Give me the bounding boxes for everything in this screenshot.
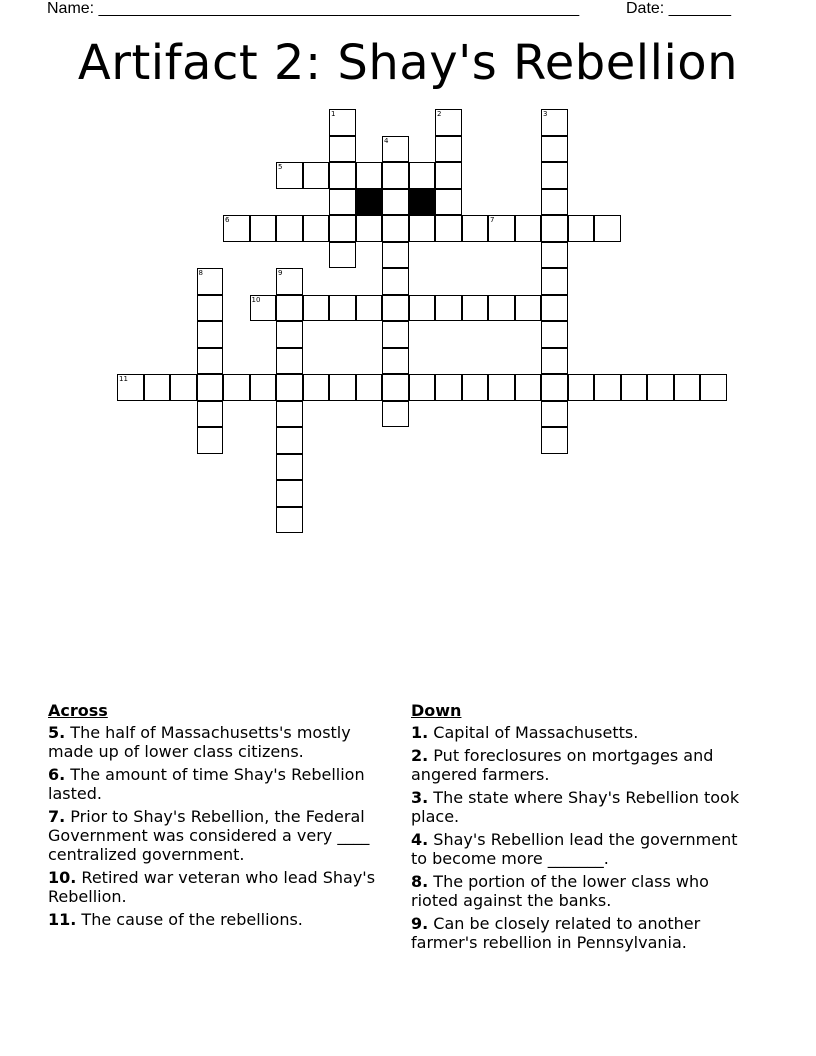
crossword-cell[interactable]	[276, 454, 303, 481]
crossword-cell[interactable]	[435, 162, 462, 189]
crossword-cell[interactable]	[409, 215, 436, 242]
crossword-cell[interactable]	[382, 162, 409, 189]
crossword-cell[interactable]	[541, 242, 568, 269]
clue-text: The cause of the rebellions.	[76, 910, 303, 929]
crossword-cell[interactable]	[197, 401, 224, 428]
crossword-cell[interactable]	[435, 295, 462, 322]
crossword-cell[interactable]	[276, 321, 303, 348]
crossword-cell[interactable]	[568, 215, 595, 242]
crossword-cell[interactable]	[382, 295, 409, 322]
cell-number: 1	[331, 110, 336, 118]
page-title: Artifact 2: Shay's Rebellion	[77, 35, 739, 91]
crossword-cell[interactable]	[462, 374, 489, 401]
crossword-cell[interactable]	[356, 215, 383, 242]
crossword-cell[interactable]	[276, 162, 303, 189]
across-heading: Across	[48, 701, 108, 720]
cell-number: 11	[119, 375, 128, 383]
clue-number: 1.	[411, 723, 429, 742]
crossword-cell[interactable]	[276, 401, 303, 428]
crossword-cell[interactable]	[488, 295, 515, 322]
crossword-cell[interactable]	[303, 215, 330, 242]
clue-number: 11.	[48, 910, 77, 929]
crossword-cell[interactable]	[594, 215, 621, 242]
date-field[interactable]: Date: _______	[626, 0, 731, 17]
crossword-cell[interactable]	[329, 136, 356, 163]
crossword-cell[interactable]	[541, 162, 568, 189]
crossword-cell[interactable]	[382, 401, 409, 428]
crossword-cell[interactable]	[329, 374, 356, 401]
cell-number: 6	[225, 216, 230, 224]
crossword-cell[interactable]	[144, 374, 171, 401]
crossword-cell[interactable]	[541, 295, 568, 322]
clue-down-3	[411, 788, 746, 826]
clue-number: 10.	[48, 868, 77, 887]
crossword-cell[interactable]	[197, 427, 224, 454]
cell-number: 2	[437, 110, 442, 118]
clue-down-9	[411, 914, 746, 952]
crossword-cell[interactable]	[250, 215, 277, 242]
cell-number: 7	[490, 216, 495, 224]
clue-number: 6.	[48, 765, 66, 784]
crossword-cell[interactable]	[568, 374, 595, 401]
clue-text: The amount of time Shay's Rebellion lasted.	[48, 765, 365, 803]
crossword-cell[interactable]	[541, 427, 568, 454]
crossword-cell[interactable]	[541, 136, 568, 163]
clue-across-6	[48, 765, 398, 803]
crossword-cell[interactable]	[329, 162, 356, 189]
crossword-cell[interactable]	[435, 136, 462, 163]
crossword-cell[interactable]	[515, 374, 542, 401]
clue-across-10	[48, 868, 398, 906]
crossword-cell[interactable]	[356, 295, 383, 322]
clue-number: 9.	[411, 914, 429, 933]
name-field[interactable]: Name: ______________________________________________________	[47, 0, 580, 17]
crossword-cell[interactable]	[329, 109, 356, 136]
crossword-cell[interactable]	[647, 374, 674, 401]
clue-number: 8.	[411, 872, 429, 891]
crossword-cell[interactable]	[197, 348, 224, 375]
crossword-cell[interactable]	[276, 295, 303, 322]
crossword-cell[interactable]	[223, 215, 250, 242]
crossword-block	[409, 189, 436, 216]
crossword-cell[interactable]	[409, 374, 436, 401]
cell-number: 10	[251, 295, 261, 304]
crossword-cell[interactable]	[382, 136, 409, 163]
crossword-cell[interactable]	[541, 109, 568, 136]
crossword-cell[interactable]	[197, 295, 224, 322]
crossword-cell[interactable]	[488, 374, 515, 401]
crossword-cell[interactable]	[382, 321, 409, 348]
crossword-cell[interactable]	[329, 295, 356, 322]
clue-text: The state where Shay's Rebellion took place.	[411, 788, 740, 826]
crossword-cell[interactable]	[276, 374, 303, 401]
crossword-cell[interactable]	[223, 374, 250, 401]
crossword-cell[interactable]	[276, 268, 303, 295]
crossword-cell[interactable]	[303, 162, 330, 189]
crossword-cell[interactable]	[276, 480, 303, 507]
crossword-cell[interactable]	[435, 189, 462, 216]
down-clues	[411, 701, 746, 956]
crossword-cell[interactable]	[276, 215, 303, 242]
crossword-cell[interactable]	[541, 321, 568, 348]
crossword-cell[interactable]	[409, 162, 436, 189]
down-heading: Down	[411, 701, 462, 720]
crossword-cell[interactable]	[250, 374, 277, 401]
crossword-cell[interactable]	[541, 189, 568, 216]
crossword-cell[interactable]	[197, 374, 224, 401]
clue-text: Retired war veteran who lead Shay's Rebellion.	[48, 868, 376, 906]
clue-number: 3.	[411, 788, 429, 807]
clue-down-2	[411, 746, 746, 784]
clue-across-11	[48, 910, 398, 929]
crossword-cell[interactable]	[435, 215, 462, 242]
clue-text: Can be closely related to another farmer's rebellion in Pennsylvania.	[411, 914, 701, 952]
clue-text: Prior to Shay's Rebellion, the Federal Government was considered a very ____ centralized government.	[48, 807, 370, 864]
crossword-cell[interactable]	[435, 109, 462, 136]
crossword-cell[interactable]	[276, 427, 303, 454]
crossword-cell[interactable]	[382, 189, 409, 216]
crossword-cell[interactable]	[303, 374, 330, 401]
clue-text: The portion of the lower class who rioted against the banks.	[411, 872, 709, 910]
clue-down-8	[411, 872, 746, 910]
crossword-cell[interactable]	[541, 348, 568, 375]
crossword-cell[interactable]	[276, 507, 303, 534]
crossword-cell[interactable]	[170, 374, 197, 401]
crossword-cell[interactable]	[594, 374, 621, 401]
crossword-cell[interactable]	[674, 374, 701, 401]
clue-number: 4.	[411, 830, 429, 849]
crossword-cell[interactable]	[382, 348, 409, 375]
cell-number: 9	[278, 269, 283, 277]
crossword-cell[interactable]	[356, 374, 383, 401]
cell-number: 8	[198, 269, 203, 277]
clue-text: Capital of Massachusetts.	[428, 723, 639, 742]
crossword-cell[interactable]	[488, 215, 515, 242]
crossword-cell[interactable]	[382, 268, 409, 295]
clue-number: 7.	[48, 807, 66, 826]
crossword-cell[interactable]	[541, 374, 568, 401]
crossword-cell[interactable]	[621, 374, 648, 401]
crossword-cell[interactable]	[382, 374, 409, 401]
clue-across-7	[48, 807, 398, 864]
cell-number: 5	[278, 163, 283, 171]
crossword-cell[interactable]	[303, 295, 330, 322]
clue-text: The half of Massachusetts's mostly made up of lower class citizens.	[48, 723, 351, 761]
across-clues	[48, 701, 398, 933]
clue-down-4	[411, 830, 746, 868]
crossword-cell[interactable]	[329, 215, 356, 242]
crossword-cell[interactable]	[462, 295, 489, 322]
cell-number: 3	[543, 110, 548, 118]
clue-across-5	[48, 723, 398, 761]
clue-text: Put foreclosures on mortgages and angered farmers.	[411, 746, 714, 784]
crossword-block	[356, 189, 383, 216]
crossword-cell[interactable]	[329, 242, 356, 269]
crossword-cell[interactable]	[541, 215, 568, 242]
crossword-cell[interactable]	[276, 348, 303, 375]
clue-text: Shay's Rebellion lead the government to become more _______.	[411, 830, 738, 868]
crossword-cell[interactable]	[356, 162, 383, 189]
crossword-cell[interactable]	[541, 401, 568, 428]
crossword-cell[interactable]	[197, 321, 224, 348]
crossword-cell[interactable]	[541, 268, 568, 295]
clue-down-1	[411, 723, 746, 742]
clue-number: 5.	[48, 723, 66, 742]
crossword-cell[interactable]	[462, 215, 489, 242]
crossword-cell[interactable]	[197, 268, 224, 295]
cell-number: 4	[384, 136, 389, 145]
crossword-cell[interactable]	[117, 374, 144, 401]
crossword-cell[interactable]	[515, 295, 542, 322]
clue-number: 2.	[411, 746, 429, 765]
crossword-cell[interactable]	[435, 374, 462, 401]
crossword-cell[interactable]	[250, 295, 277, 322]
crossword-cell[interactable]	[409, 295, 436, 322]
crossword-cell[interactable]	[700, 374, 727, 401]
crossword-cell[interactable]	[382, 242, 409, 269]
crossword-cell[interactable]	[382, 215, 409, 242]
crossword-cell[interactable]	[515, 215, 542, 242]
crossword-cell[interactable]	[329, 189, 356, 216]
